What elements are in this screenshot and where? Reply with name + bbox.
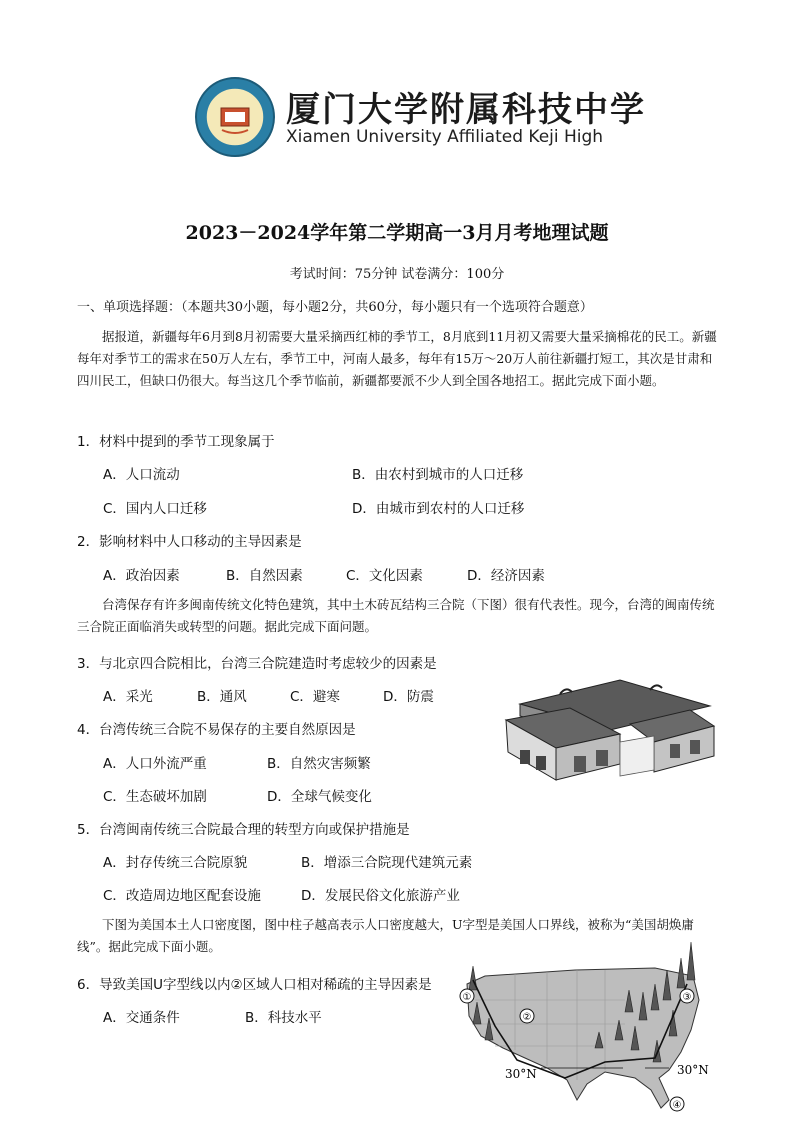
question-6-option-b[interactable]: B．科技水平 — [245, 1010, 322, 1026]
question-4-stem: 4．台湾传统三合院不易保存的主要自然原因是 — [77, 722, 356, 738]
exam-title: 2023－2024学年第二学期高一3月月考地理试题 — [185, 222, 609, 244]
question-4-option-b[interactable]: B．自然灾害频繁 — [267, 756, 371, 772]
section-heading: 一、单项选择题：（本题共30小题，每小题2分，共60分，每小题只有一个选项符合题意） — [77, 300, 593, 315]
map-label-4: ④ — [672, 1100, 682, 1111]
question-2-option-c[interactable]: C．文化因素 — [346, 568, 423, 584]
exam-meta: 考试时间：75分钟 试卷满分：100分 — [289, 267, 505, 282]
question-4-option-d[interactable]: D．全球气候变化 — [267, 789, 372, 805]
map-label-3: ③ — [682, 992, 692, 1003]
us-population-density-map — [455, 940, 717, 1116]
school-name-en: Xiamen University Affiliated Keji High — [286, 127, 604, 147]
question-6-stem: 6．导致美国U字型线以内②区域人口相对稀疏的主导因素是 — [77, 977, 432, 993]
question-3-option-d[interactable]: D．防震 — [383, 689, 434, 705]
question-4-option-a[interactable]: A．人口外流严重 — [103, 756, 207, 772]
question-1-option-d[interactable]: D．由城市到农村的人口迁移 — [352, 501, 525, 517]
question-3-option-c[interactable]: C．避寒 — [290, 689, 340, 705]
passage-2: 台湾保存有许多闽南传统文化特色建筑，其中土木砖瓦结构三合院（下图）很有代表性。现今，台湾的闽南传统三合院正面临消失或转型的问题。据此完成下面问题。 — [77, 597, 715, 634]
passage-1: 据报道，新疆每年6月到8月初需要大量采摘西红柿的季节工，8月底到11月初又需要大量采摘棉花的民工。新疆每年对季节工的需求在50万人左右，季节工中，河南人最多，每年有15万～20万人前往新疆打短工，其次是甘肃和四川民工，但缺口仍很大。每当这几个季节临前，新疆都要派不少人到全国各地招工。据此完成下面小题。 — [77, 329, 717, 388]
map-lat-left: 30°N — [505, 1067, 537, 1081]
map-lat-right: 30°N — [677, 1063, 709, 1077]
school-name-cn: 厦门大学附属科技中学 — [286, 90, 646, 130]
question-5-stem: 5．台湾闽南传统三合院最合理的转型方向或保护措施是 — [77, 822, 410, 838]
question-5-option-c[interactable]: C．改造周边地区配套设施 — [103, 888, 261, 904]
question-4-option-c[interactable]: C．生态破坏加剧 — [103, 789, 207, 805]
question-5-option-a[interactable]: A．封存传统三合院原貌 — [103, 855, 248, 871]
question-1-option-a[interactable]: A．人口流动 — [103, 467, 180, 483]
question-3-option-b[interactable]: B．通风 — [197, 689, 247, 705]
question-2-option-d[interactable]: D．经济因素 — [467, 568, 545, 584]
question-5-option-b[interactable]: B．增添三合院现代建筑元素 — [301, 855, 473, 871]
question-1-option-c[interactable]: C．国内人口迁移 — [103, 501, 207, 517]
question-2-stem: 2．影响材料中人口移动的主导因素是 — [77, 534, 302, 550]
map-label-2: ② — [522, 1012, 532, 1023]
question-1-stem: 1．材料中提到的季节工现象属于 — [77, 434, 275, 450]
school-logo — [194, 76, 276, 158]
question-5-option-d[interactable]: D．发展民俗文化旅游产业 — [301, 888, 460, 904]
sanheyuan-figure — [500, 672, 720, 790]
question-3-option-a[interactable]: A．采光 — [103, 689, 153, 705]
question-2-option-b[interactable]: B．自然因素 — [226, 568, 303, 584]
question-2-option-a[interactable]: A．政治因素 — [103, 568, 180, 584]
question-6-option-a[interactable]: A．交通条件 — [103, 1010, 180, 1026]
question-1-option-b[interactable]: B．由农村到城市的人口迁移 — [352, 467, 524, 483]
question-3-stem: 3．与北京四合院相比，台湾三合院建造时考虑较少的因素是 — [77, 656, 437, 672]
passage-3: 下图为美国本土人口密度图，图中柱子越高表示人口密度越大，U字型是美国人口界线，被称为“美国胡焕庸线”。据此完成下面小题。 — [77, 917, 694, 954]
map-label-1: ① — [462, 992, 472, 1003]
